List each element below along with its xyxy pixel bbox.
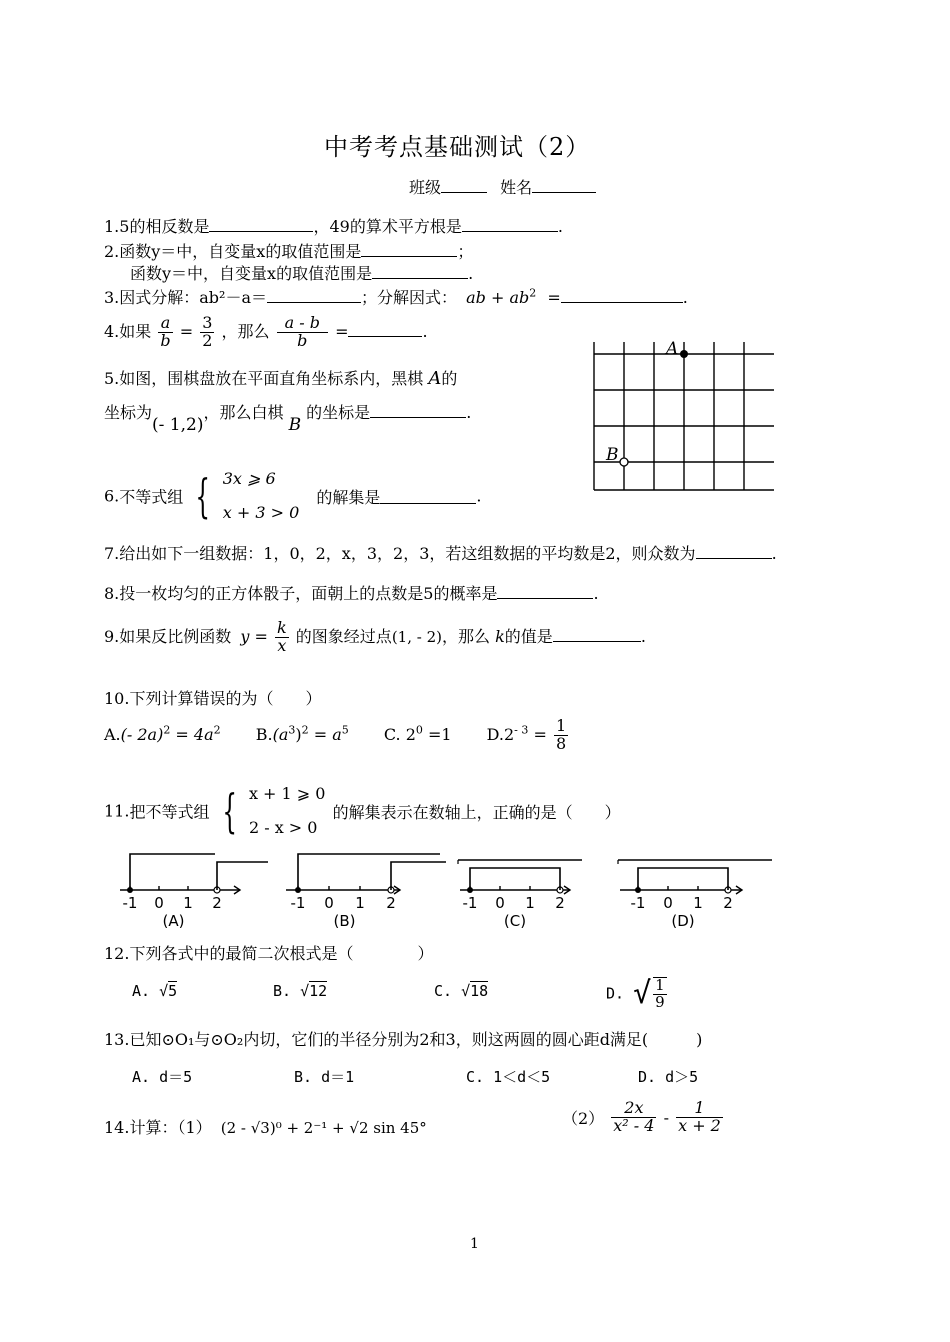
- question-5: 5.如图，围棋盘放在平面直角坐标系内，黑棋 A的: [104, 368, 458, 389]
- number-line-options: [100, 846, 790, 936]
- answer-blank[interactable]: [267, 288, 361, 303]
- tick-label: 0: [495, 894, 505, 912]
- answer-blank[interactable]: [497, 584, 593, 599]
- label-b: B: [606, 445, 619, 465]
- question-3: 3.因式分解：ab²－a＝ ；分解因式： ab + $ab^2$ = .: [104, 286, 688, 307]
- option-label: (A): [162, 912, 185, 930]
- number-line-1[interactable]: [120, 854, 268, 930]
- answer-blank[interactable]: [209, 217, 313, 232]
- answer-blank[interactable]: [370, 403, 466, 418]
- tick-label: 2: [723, 894, 733, 912]
- answer-blank[interactable]: [696, 544, 772, 559]
- tick-label: -1: [122, 894, 138, 912]
- option-c[interactable]: C. $2^0 =1$: [383, 723, 452, 744]
- option-a[interactable]: A.(- $2a)^2 = 4a^2$: [104, 723, 221, 744]
- class-label: 班级: [409, 178, 442, 197]
- number-line-4[interactable]: [618, 860, 772, 930]
- option-d[interactable]: D. √ $\frac{1}{9}$: [606, 975, 665, 1011]
- tick-label: -1: [290, 894, 306, 912]
- page-title: 中考考点基础测试（2）: [324, 133, 591, 161]
- question-2-line2: 函数y＝中，自变量x的取值范围是 .: [130, 264, 474, 283]
- question-14-part2: （2） $\frac{2x}{\text{x² - 4}}$ - $\frac{1}{x + 2}$: [562, 1098, 721, 1135]
- tick-label: 1: [183, 894, 193, 912]
- option-a[interactable]: A. √5: [132, 982, 178, 1000]
- question-14: 14.计算：（1） (2 - √3)⁰ + 2⁻¹ + √2 sin 45°: [104, 1118, 427, 1137]
- option-label: (B): [333, 912, 356, 930]
- tick-label: -1: [630, 894, 646, 912]
- tick-label: 1: [355, 894, 365, 912]
- question-10: 10.下列计算错误的为（ ）: [104, 689, 322, 708]
- answer-blank[interactable]: [380, 489, 476, 504]
- black-stone-a: [680, 350, 688, 358]
- option-label: (D): [671, 912, 695, 930]
- white-stone-b: [620, 458, 628, 466]
- page-number: 1: [470, 1236, 479, 1252]
- question-10-options: [104, 718, 570, 753]
- option-a[interactable]: A. d＝5: [132, 1068, 193, 1086]
- go-board-figure: [588, 336, 780, 496]
- option-label: (C): [503, 912, 527, 930]
- question-1: 1.5的相反数是 ，49的算术平方根是 .: [104, 217, 563, 236]
- option-b[interactable]: B. d＝1: [294, 1068, 355, 1086]
- tick-label: 0: [154, 894, 164, 912]
- tick-label: 1: [525, 894, 535, 912]
- option-b[interactable]: B. √12: [273, 982, 328, 1000]
- option-c[interactable]: C. √18: [434, 982, 489, 1000]
- number-line-2[interactable]: [286, 854, 446, 930]
- question-13: 13.已知⊙O₁与⊙O₂内切，它们的半径分别为2和3，则这两圆的圆心距d满足( ): [104, 1030, 703, 1049]
- question-6: 6.不等式组 { 3x ⩾ 6 x + 3 > 0 的解集是 .: [104, 469, 482, 523]
- name-blank[interactable]: [532, 178, 596, 193]
- tick-label: 0: [324, 894, 334, 912]
- question-4: 4.如果 $\frac{a}{b}$ = $\frac{3}{2}$ ，那么 $\frac{a - b}{b}$ = .: [104, 313, 428, 350]
- question-12: 12.下列各式中的最简二次根式是（ ）: [104, 944, 434, 963]
- question-8: 8.投一枚均匀的正方体骰子，面朝上的点数是5的概率是 .: [104, 584, 599, 603]
- option-d[interactable]: D. d＞5: [638, 1068, 699, 1086]
- tick-label: 2: [386, 894, 396, 912]
- question-5-line2: 坐标为(- 1,2)，那么白棋 B 的坐标是 .: [104, 403, 472, 435]
- tick-label: 2: [555, 894, 565, 912]
- tick-label: -1: [462, 894, 478, 912]
- answer-blank[interactable]: [372, 264, 468, 279]
- tick-label: 2: [212, 894, 222, 912]
- answer-blank[interactable]: [561, 288, 683, 303]
- question-11: 11.把不等式组 { x + 1 ⩾ 0 2 - x > 0 的解集表示在数轴上，正确的是（ ）: [104, 784, 621, 838]
- name-label: 姓名: [500, 178, 533, 197]
- answer-blank[interactable]: [553, 627, 641, 642]
- tick-label: 1: [693, 894, 703, 912]
- answer-blank[interactable]: [361, 242, 457, 257]
- label-a: A: [666, 339, 679, 359]
- answer-blank[interactable]: [462, 217, 558, 232]
- question-7: 7.给出如下一组数据：1，0，2，x，3，2，3，若这组数据的平均数是2，则众数为 .: [104, 544, 777, 563]
- number-line-3[interactable]: [458, 860, 582, 930]
- question-9: 9.如果反比例函数 y = $\frac{k}{x}$ 的图象经过点(1, - 2)，那么 k的值是 .: [104, 618, 646, 655]
- class-name-header: [409, 175, 596, 198]
- answer-blank[interactable]: [348, 322, 422, 337]
- option-d[interactable]: $D.2^{- 3}$ = $\frac{1}{8}$: [486, 716, 567, 753]
- tick-label: 0: [663, 894, 673, 912]
- option-c[interactable]: C. 1＜d＜5: [466, 1068, 551, 1086]
- question-2: 2.函数y＝中，自变量x的取值范围是 ；: [104, 242, 474, 261]
- class-blank[interactable]: [441, 178, 487, 193]
- option-b[interactable]: $B.(a^3)^2 = a^5$: [255, 723, 349, 744]
